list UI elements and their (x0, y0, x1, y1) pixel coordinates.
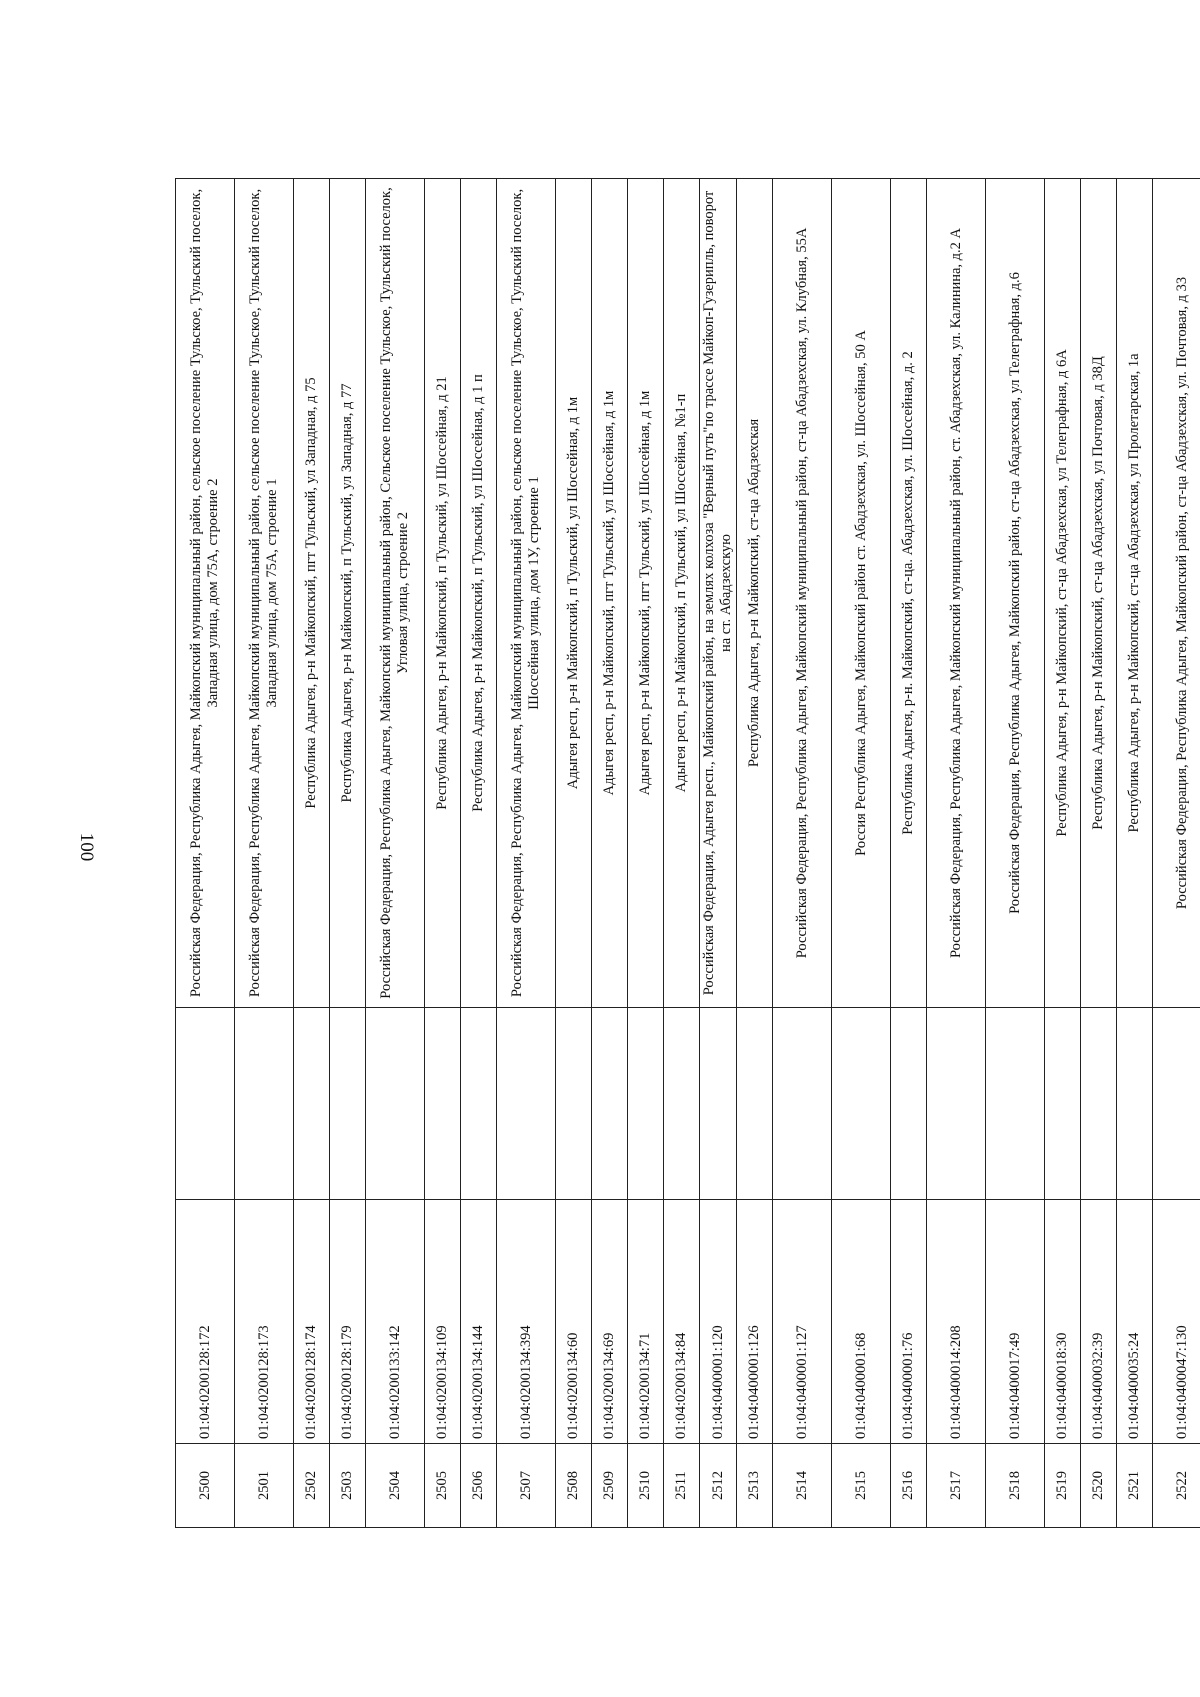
empty-cell (294, 1008, 330, 1200)
row-number: 2516 (891, 1444, 927, 1528)
cadastral-number: 01:04:0400014:208 (927, 1200, 986, 1444)
empty-cell (664, 1008, 700, 1200)
cadastral-number: 01:04:0200134:109 (425, 1200, 461, 1444)
cadastral-number: 01:04:0400001:76 (891, 1200, 927, 1444)
cadastral-number: 01:04:0200128:173 (235, 1200, 294, 1444)
address: Республика Адыгея, р-н Майкопский, п Тульский, ул Западная, д 77 (330, 179, 366, 1008)
cadastral-number: 01:04:0400018:30 (1045, 1200, 1081, 1444)
row-number: 2503 (330, 1444, 366, 1528)
address: Адыгея респ, р-н Майкопский, п Тульский, ул Шоссейная, №1-п (664, 179, 700, 1008)
address: Республика Адыгея, р-н. Майкопский, ст-ца. Абадзехская, ул. Шоссейная, д. 2 (891, 179, 927, 1008)
cadastral-number: 01:04:0400017:49 (986, 1200, 1045, 1444)
row-number: 2518 (986, 1444, 1045, 1528)
row-number: 2522 (1153, 1444, 1200, 1528)
table-row (1045, 179, 1081, 1528)
empty-cell (176, 1008, 235, 1200)
empty-cell (891, 1008, 927, 1200)
empty-cell (592, 1008, 628, 1200)
empty-cell (556, 1008, 592, 1200)
address: Республика Адыгея, р-н Майкопский, пгт Тульский, ул Западная, д 75 (294, 179, 330, 1008)
row-number: 2510 (628, 1444, 664, 1528)
cadastral-number: 01:04:0200134:60 (556, 1200, 592, 1444)
row-number: 2508 (556, 1444, 592, 1528)
address: Российская Федерация, Республика Адыгея, Майкопский муниципальный район, Сельское поселение Тульское, Тульский поселок, Угловая улица, строение 2 (366, 179, 425, 1008)
cadastral-number: 01:04:0200134:71 (628, 1200, 664, 1444)
row-number: 2511 (664, 1444, 700, 1528)
table-row (773, 179, 832, 1528)
row-number: 2512 (700, 1444, 737, 1528)
row-number: 2517 (927, 1444, 986, 1528)
cadastral-number: 01:04:0200133:142 (366, 1200, 425, 1444)
row-number: 2509 (592, 1444, 628, 1528)
table-row (1153, 179, 1200, 1528)
empty-cell (773, 1008, 832, 1200)
address: Российская Федерация, Адыгея респ., Майкопский район, на землях колхоза "Верный путь"по трассе Майкоп-Гузерипль, поворот на ст. Абадзехскую (700, 179, 737, 1008)
row-number: 2500 (176, 1444, 235, 1528)
empty-cell (235, 1008, 294, 1200)
cadastral-number: 01:04:0200128:174 (294, 1200, 330, 1444)
empty-cell (986, 1008, 1045, 1200)
address: Россия Республика Адыгея, Майкопский район ст. Абадзехская, ул. Шоссейная, 50 А (832, 179, 891, 1008)
table-row (592, 179, 628, 1528)
empty-cell (1117, 1008, 1153, 1200)
table-row (700, 179, 737, 1528)
table-row (986, 179, 1045, 1528)
row-number: 2501 (235, 1444, 294, 1528)
table-row (737, 179, 773, 1528)
table-row (556, 179, 592, 1528)
address: Адыгея респ, р-н Майкопский, пгт Тульский, ул Шоссейная, д 1м (592, 179, 628, 1008)
row-number: 2514 (773, 1444, 832, 1528)
address: Адыгея респ, р-н Майкопский, п Тульский, ул Шоссейная, д 1м (556, 179, 592, 1008)
empty-cell (832, 1008, 891, 1200)
table-row (1117, 179, 1153, 1528)
page-number: 100 (76, 832, 97, 862)
cadastral-number: 01:04:0400001:120 (700, 1200, 737, 1444)
empty-cell (927, 1008, 986, 1200)
empty-cell (628, 1008, 664, 1200)
table-row (330, 179, 366, 1528)
cadastral-number: 01:04:0400047:130 (1153, 1200, 1200, 1444)
empty-cell (497, 1008, 556, 1200)
address: Российская Федерация, Республика Адыгея, Майкопский район, ст-ца Абадзехская, ул Телеграфная, д.6 (986, 179, 1045, 1008)
row-number: 2505 (425, 1444, 461, 1528)
table-row (425, 179, 461, 1528)
cadastral-number: 01:04:0400035:24 (1117, 1200, 1153, 1444)
empty-cell (1081, 1008, 1117, 1200)
cadastral-number: 01:04:0200134:69 (592, 1200, 628, 1444)
table-row (176, 179, 235, 1528)
cadastral-number: 01:04:0200134:144 (461, 1200, 497, 1444)
table-row (628, 179, 664, 1528)
empty-cell (366, 1008, 425, 1200)
table-row (497, 179, 556, 1528)
row-number: 2519 (1045, 1444, 1081, 1528)
address: Российская Федерация, Республика Адыгея, Майкопский муниципальный район, сельское поселение Тульское, Тульский поселок, Шоссейная улица, дом 1У, строение 1 (497, 179, 556, 1008)
empty-cell (461, 1008, 497, 1200)
row-number: 2507 (497, 1444, 556, 1528)
table-row (366, 179, 425, 1528)
row-number: 2515 (832, 1444, 891, 1528)
table-row (891, 179, 927, 1528)
cadastral-number: 01:04:0200134:84 (664, 1200, 700, 1444)
row-number: 2520 (1081, 1444, 1117, 1528)
address: Российская Федерация, Республика Адыгея, Майкопский район, ст-ца Абадзехская, ул. Почтовая, д 33 (1153, 179, 1200, 1008)
cadastral-number: 01:04:0400001:68 (832, 1200, 891, 1444)
row-number: 2504 (366, 1444, 425, 1528)
address: Республика Адыгея, р-н Майкопский, ст-ца Абадзехская, ул Телеграфная, д 6А (1045, 179, 1081, 1008)
empty-cell (1045, 1008, 1081, 1200)
address: Адыгея респ, р-н Майкопский, пгт Тульский, ул Шоссейная, д 1м (628, 179, 664, 1008)
empty-cell (425, 1008, 461, 1200)
table-row (1081, 179, 1117, 1528)
table-row (927, 179, 986, 1528)
address: Российская Федерация, Республика Адыгея, Майкопский муниципальный район, сельское поселение Тульское, Тульский поселок, Западная улица, дом 75А, строение 1 (235, 179, 294, 1008)
empty-cell (700, 1008, 737, 1200)
address: Российская Федерация, Республика Адыгея, Майкопский муниципальный район, сельское поселение Тульское, Тульский поселок, Западная улица, дом 75А, строение 2 (176, 179, 235, 1008)
address: Республика Адыгея, р-н Майкопский, ст-ца Абадзехская, ул Пролетарская, 1а (1117, 179, 1153, 1008)
cadastral-number: 01:04:0400001:127 (773, 1200, 832, 1444)
row-number: 2502 (294, 1444, 330, 1528)
table-row (294, 179, 330, 1528)
address: Республика Адыгея, р-н Майкопский, п Тульский, ул Шоссейная, д 21 (425, 179, 461, 1008)
cadastral-number: 01:04:0200134:394 (497, 1200, 556, 1444)
cadastral-number: 01:04:0400001:126 (737, 1200, 773, 1444)
address: Российская Федерация, Республика Адыгея, Майкопский муниципальный район, ст. Абадзехская, ул. Калинина, д.2 А (927, 179, 986, 1008)
land-plots-table (175, 178, 1200, 1528)
address: Республика Адыгея, р-н Майкопский, ст-ца Абадзехская (737, 179, 773, 1008)
table-row (664, 179, 700, 1528)
cadastral-number: 01:04:0400032:39 (1081, 1200, 1117, 1444)
table-row (461, 179, 497, 1528)
address: Республика Адыгея, р-н Майкопский, ст-ца Абадзехская, ул Почтовая, д 38Д (1081, 179, 1117, 1008)
cadastral-number: 01:04:0200128:179 (330, 1200, 366, 1444)
table-row (235, 179, 294, 1528)
row-number: 2513 (737, 1444, 773, 1528)
address: Республика Адыгея, р-н Майкопский, п Тульский, ул Шоссейная, д 1 п (461, 179, 497, 1008)
empty-cell (1153, 1008, 1200, 1200)
address: Российская Федерация, Республика Адыгея, Майкопский муниципальный район, ст-ца Абадзехская, ул. Клубная, 55А (773, 179, 832, 1008)
cadastral-number: 01:04:0200128:172 (176, 1200, 235, 1444)
empty-cell (330, 1008, 366, 1200)
rotated-table-wrapper (175, 178, 1190, 1528)
row-number: 2521 (1117, 1444, 1153, 1528)
table-row (832, 179, 891, 1528)
empty-cell (737, 1008, 773, 1200)
row-number: 2506 (461, 1444, 497, 1528)
